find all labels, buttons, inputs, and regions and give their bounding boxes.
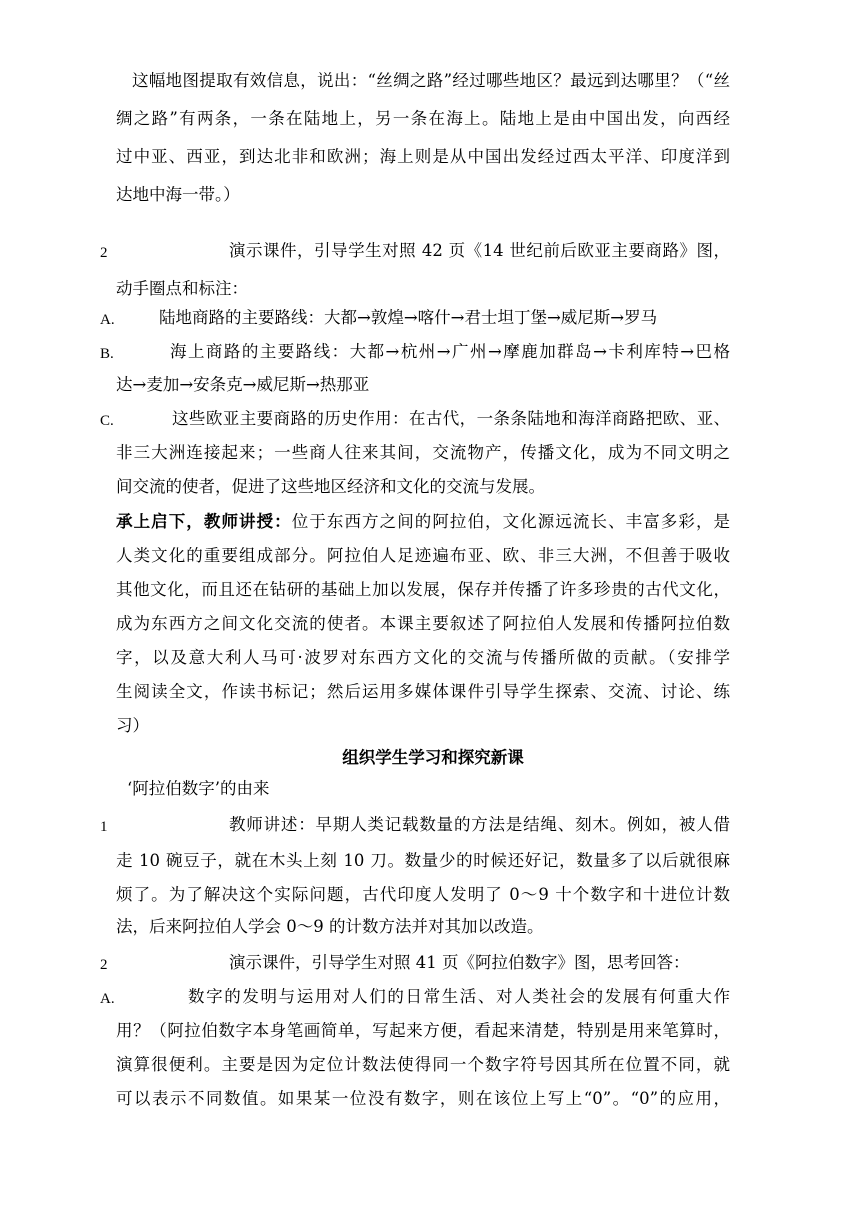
- text-line: 法，后来阿拉伯人学会 0～9 的计数方法并对其加以改造。: [116, 917, 544, 936]
- text-line: 动手圈点和标注：: [116, 279, 248, 298]
- text-line: 达地中海一带。）: [116, 185, 240, 204]
- list-marker: A.: [100, 312, 115, 328]
- section-heading: 组织学生学习和探究新课: [342, 748, 524, 767]
- text-line: 间交流的使者，促进了这些地区经济和文化的交流与发展。: [116, 477, 545, 496]
- text-line: 非三大洲连接起来；一些商人往来其间，交流物产，传播文化，成为不同文明之: [116, 443, 730, 462]
- text-line: 走 10 碗豆子，就在木头上刻 10 刀。数量少的时候还好记，数量多了以后就很麻: [116, 851, 730, 870]
- subsection-title: ‘阿拉伯数字’的由来: [127, 779, 270, 798]
- text-line: 演示课件，引导学生对照 42 页《14 世纪前后欧亚主要商路》图，: [229, 241, 730, 260]
- text-line: 过中亚、西亚，到达北非和欧洲；海上则是从中国出发经过西太平洋、印度洋到: [116, 147, 730, 166]
- text-line: 教师讲述：早期人类记载数量的方法是结绳、刻木。例如，被人借: [229, 815, 730, 834]
- bold-lead: 承上启下，教师讲授：: [116, 512, 292, 531]
- list-marker: C.: [100, 413, 114, 429]
- list-marker: 2: [100, 245, 108, 261]
- text-line: 海上商路的主要路线：大都→杭州→广州→摩鹿加群岛→卡利库特→巴格: [170, 342, 730, 361]
- text-line: 绸之路”有两条，一条在陆地上，另一条在海上。陆地上是由中国出发，向西经: [116, 109, 730, 128]
- text-line: 用？（阿拉伯数字本身笔画简单，写起来方便，看起来清楚，特别是用来笔算时，: [116, 1021, 730, 1040]
- text-line: 演算很便利。主要是因为定位计数法使得同一个数字符号因其所在位置不同，就: [116, 1055, 730, 1074]
- text-line: 陆地商路的主要路线：大都→敦煌→喀什→君士坦丁堡→威尼斯→罗马: [159, 308, 658, 327]
- text-line: 数字的发明与运用对人们的日常生活、对人类社会的发展有何重大作: [188, 987, 730, 1006]
- text-line: 生阅读全文，作读书标记；然后运用多媒体课件引导学生探索、交流、讨论、练: [116, 682, 730, 701]
- text-line: 烦了。为了解决这个实际问题，古代印度人发明了 0～9 十个数字和十进位计数: [116, 885, 730, 904]
- text-line: 其他文化，而且还在钻研的基础上加以发展，保存并传播了许多珍贵的古代文化，: [116, 580, 730, 599]
- list-marker: A.: [100, 991, 115, 1007]
- text-line: 字，以及意大利人马可·波罗对东西方文化的交流与传播所做的贡献。（安排学: [116, 648, 730, 667]
- list-marker: B.: [100, 346, 114, 362]
- list-marker: 1: [100, 819, 108, 835]
- text-line: 这幅地图提取有效信息，说出：“丝绸之路”经过哪些地区？最远到达哪里？（“丝: [132, 71, 730, 90]
- text-line: 承上启下，教师讲授：位于东西方之间的阿拉伯，文化源远流长、丰富多彩，是: [116, 512, 731, 531]
- text-line: 习）: [116, 716, 149, 735]
- list-marker: 2: [100, 957, 108, 973]
- text-line: 可以表示不同数值。如果某一位没有数字，则在该位上写上“0”。“0”的应用，: [116, 1089, 730, 1108]
- text-line: 成为东西方之间文化交流的使者。本课主要叙述了阿拉伯人发展和传播阿拉伯数: [116, 614, 730, 633]
- text-line: 演示课件，引导学生对照 41 页《阿拉伯数字》图，思考回答：: [229, 953, 690, 972]
- text-line: 达→麦加→安条克→威尼斯→热那亚: [116, 375, 370, 394]
- text-line: 人类文化的重要组成部分。阿拉伯人足迹遍布亚、欧、非三大洲，不但善于吸收: [116, 546, 730, 565]
- text-line: 这些欧亚主要商路的历史作用：在古代，一条条陆地和海洋商路把欧、亚、: [172, 409, 730, 428]
